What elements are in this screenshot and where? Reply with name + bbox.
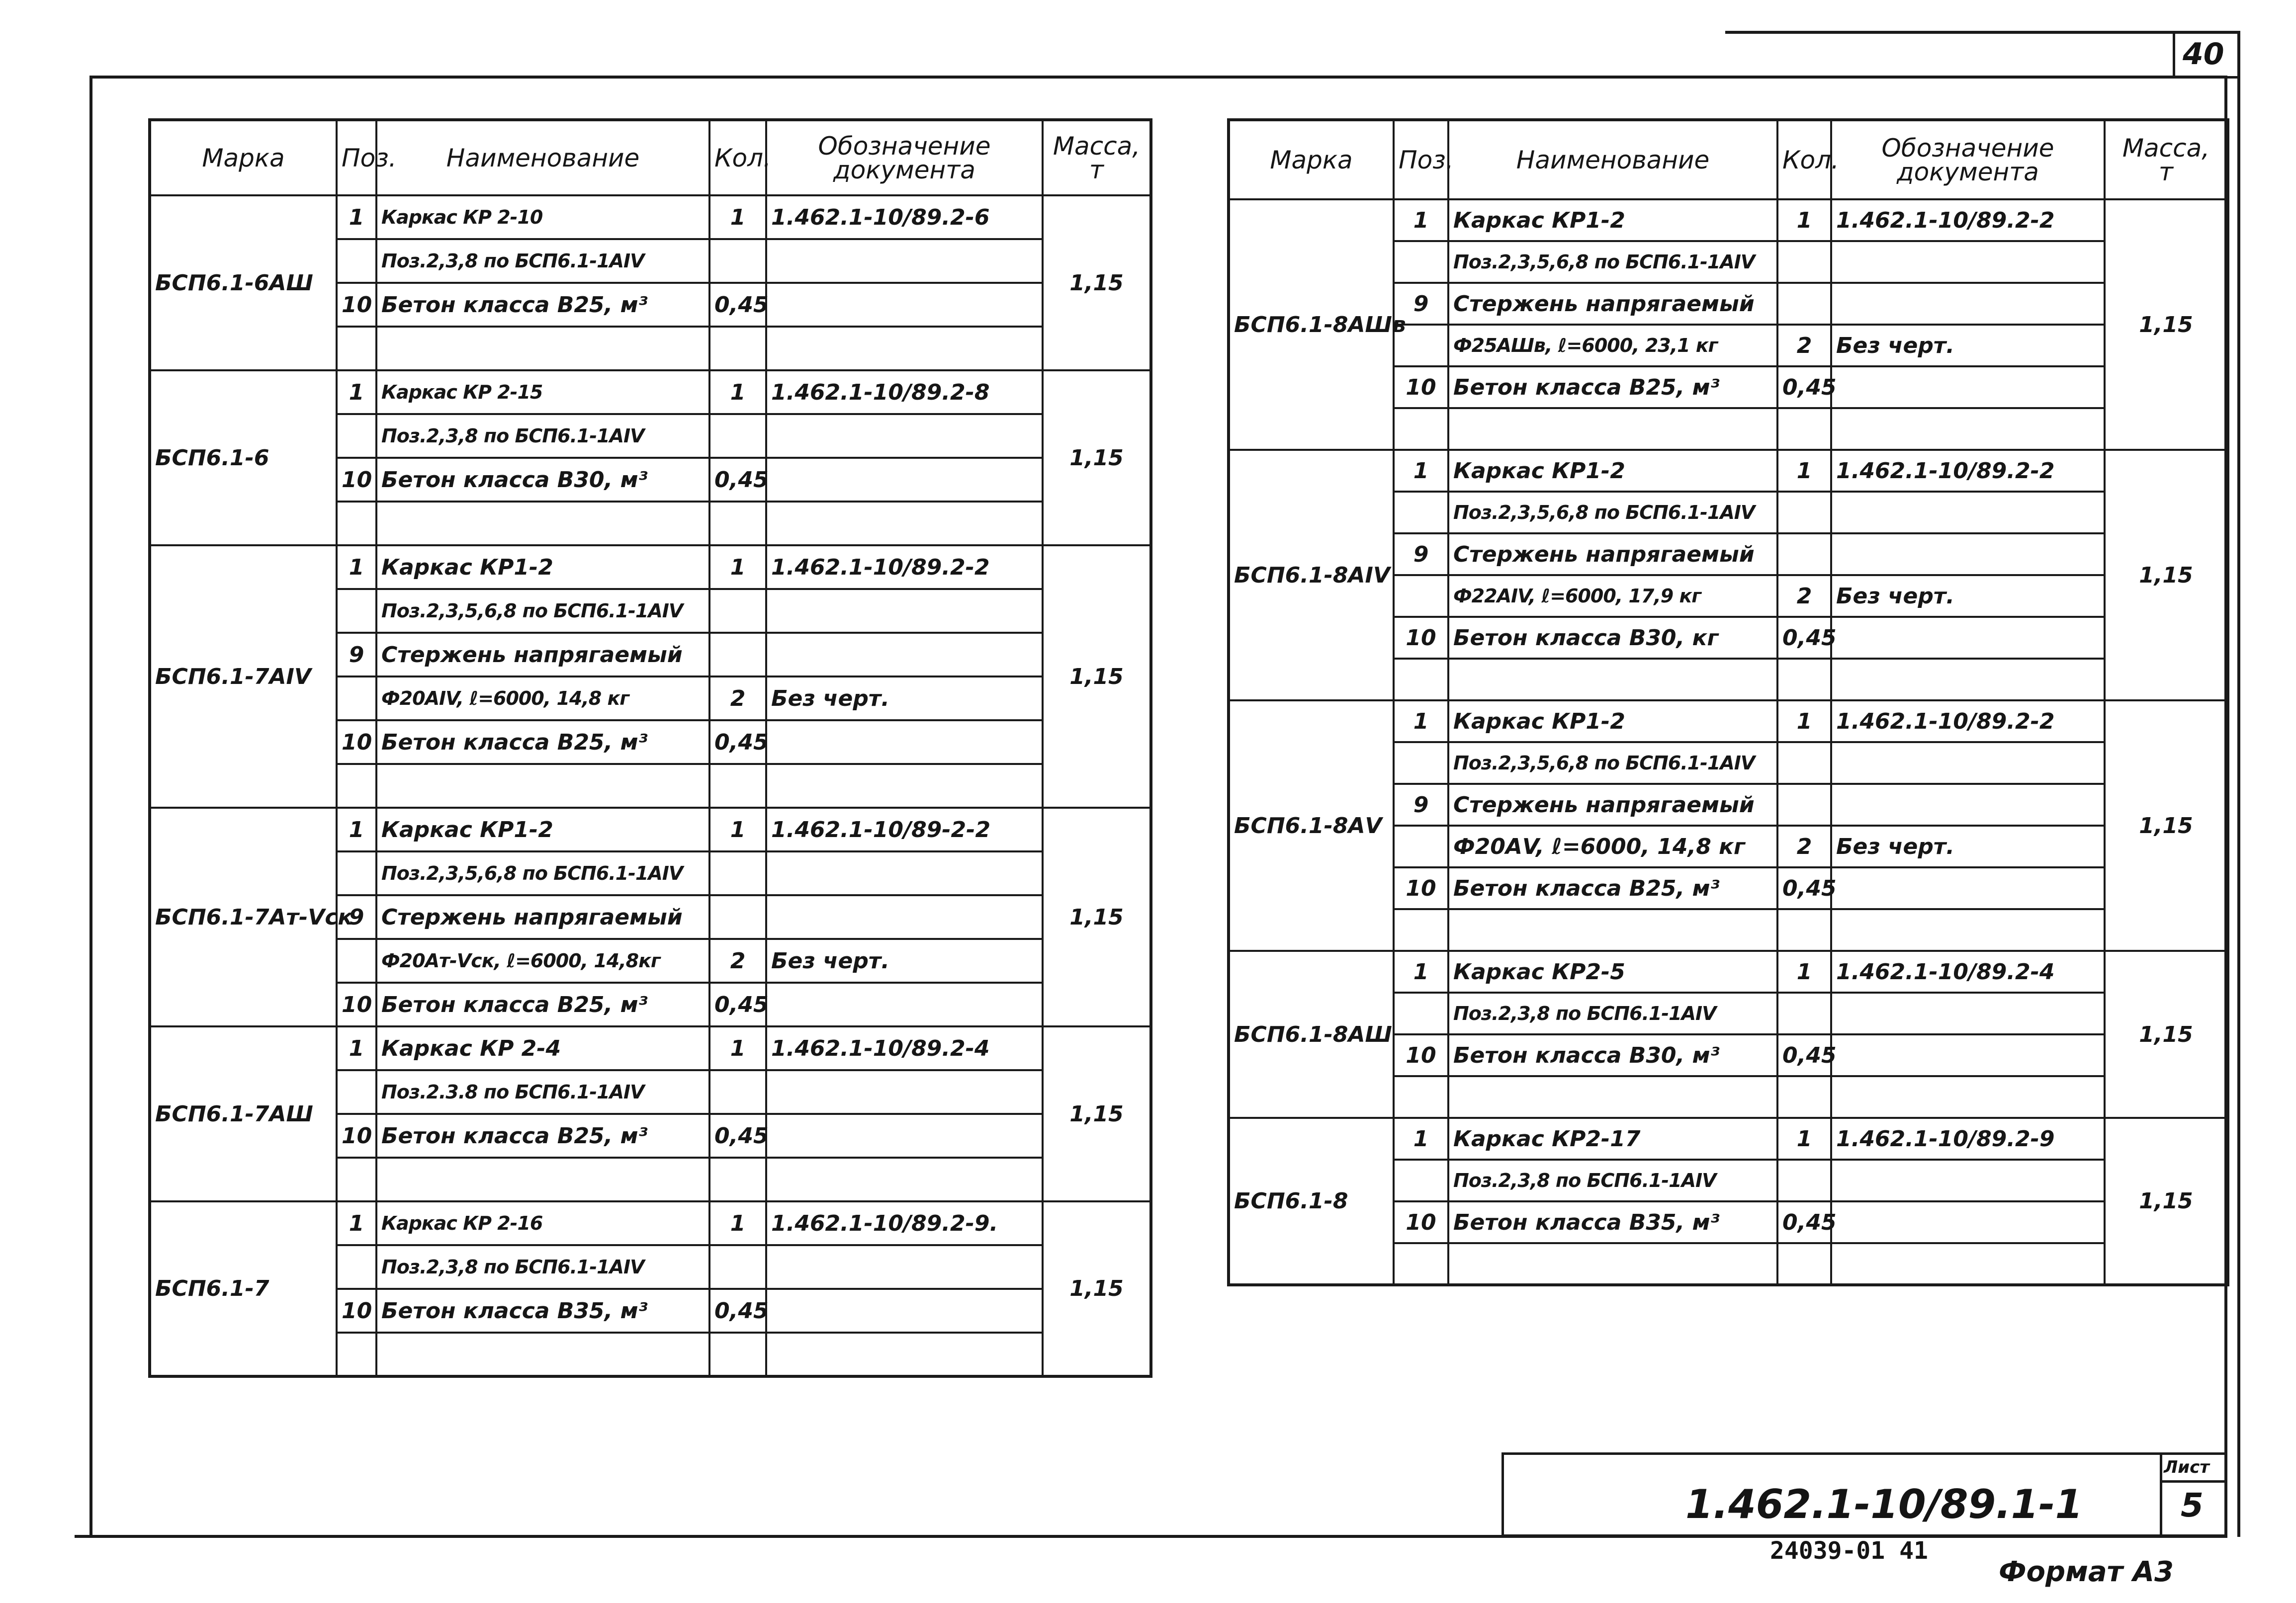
qty-cell: 0,45 xyxy=(709,1114,766,1158)
doc-cell xyxy=(1831,659,2105,700)
name-cell: Бетон класса В25, м³ xyxy=(1448,366,1777,408)
mass-cell: 1,15 xyxy=(1043,1026,1151,1201)
qty-cell: 0,45 xyxy=(1777,366,1831,408)
name-cell: Поз.2,3,8 по БСП6.1-1АIV xyxy=(376,239,709,283)
pos-cell xyxy=(1394,492,1448,533)
pos-cell xyxy=(1394,742,1448,784)
pos-cell: 9 xyxy=(1394,533,1448,575)
name-cell: Каркас КР 2-16 xyxy=(376,1201,709,1245)
qty-cell xyxy=(709,502,766,545)
qty-cell xyxy=(709,895,766,939)
pos-cell: 9 xyxy=(1394,784,1448,826)
pos-cell: 10 xyxy=(1394,1034,1448,1076)
qty-cell: 2 xyxy=(709,939,766,983)
table-row xyxy=(150,370,1151,414)
mark-cell: БСП6.1-8АШ xyxy=(1229,951,1394,1118)
qty-cell: 1 xyxy=(1777,700,1831,742)
mark-cell: БСП6.1-8 xyxy=(1229,1118,1394,1285)
qty-cell: 1 xyxy=(709,1201,766,1245)
qty-cell xyxy=(1777,492,1831,533)
doc-cell: 1.462.1-10/89.2-4 xyxy=(766,1026,1043,1070)
doc-cell xyxy=(1831,366,2105,408)
table-row xyxy=(1229,700,2228,742)
doc-cell: Без черт. xyxy=(1831,575,2105,617)
frame-left-line xyxy=(89,76,92,1537)
pos-cell: 1 xyxy=(1394,700,1448,742)
name-cell xyxy=(376,327,709,370)
doc-cell xyxy=(766,633,1043,676)
mark-cell: БСП6.1-7Ат-Vск xyxy=(150,808,337,1026)
doc-cell xyxy=(1831,784,2105,826)
name-cell: Бетон класса В25, м³ xyxy=(376,720,709,764)
pos-cell xyxy=(1394,993,1448,1034)
header-doc-line2: документа xyxy=(1897,157,2039,186)
pos-cell xyxy=(337,939,376,983)
sheet-number: 5 xyxy=(2181,1486,2204,1524)
doc-cell xyxy=(1831,492,2105,533)
header-name: Наименование xyxy=(376,120,709,195)
mass-cell: 1,15 xyxy=(1043,545,1151,808)
header-pos: Поз. xyxy=(337,120,376,195)
qty-cell: 1 xyxy=(709,195,766,239)
name-cell: Бетон класса В30, м³ xyxy=(376,458,709,502)
qty-cell: 2 xyxy=(709,676,766,720)
qty-cell xyxy=(1777,993,1831,1034)
name-cell: Каркас КР2-17 xyxy=(1448,1118,1777,1160)
qty-cell: 1 xyxy=(709,808,766,851)
header-doc-line1: Обозначение xyxy=(818,131,991,161)
qty-cell: 1 xyxy=(709,1026,766,1070)
pos-cell: 1 xyxy=(1394,199,1448,241)
header-mass-line2: т xyxy=(1089,155,1104,184)
pos-cell xyxy=(337,1333,376,1376)
name-cell: Поз.2.3.8 по БСП6.1-1АIV xyxy=(376,1070,709,1114)
doc-cell xyxy=(766,283,1043,327)
pos-cell: 1 xyxy=(337,808,376,851)
qty-cell: 2 xyxy=(1777,325,1831,366)
qty-cell: 1 xyxy=(1777,1118,1831,1160)
doc-cell xyxy=(766,458,1043,502)
pos-cell xyxy=(1394,408,1448,450)
header-marka: Марка xyxy=(150,120,337,195)
doc-cell: Без черт. xyxy=(766,939,1043,983)
doc-cell xyxy=(1831,241,2105,283)
pos-cell: 9 xyxy=(337,895,376,939)
mass-cell: 1,15 xyxy=(2105,199,2228,450)
page-number: 40 xyxy=(2183,37,2224,72)
name-cell: Бетон класса В30, кг xyxy=(1448,617,1777,659)
name-cell: Бетон класса В25, м³ xyxy=(376,283,709,327)
pos-cell: 10 xyxy=(337,720,376,764)
mass-cell: 1,15 xyxy=(1043,370,1151,545)
qty-cell xyxy=(709,327,766,370)
header-mass-line1: Масса, xyxy=(1053,131,1141,161)
qty-cell xyxy=(709,1333,766,1376)
qty-cell xyxy=(709,589,766,633)
doc-cell xyxy=(766,851,1043,895)
left-header-row xyxy=(150,120,1151,195)
qty-cell: 0,45 xyxy=(709,458,766,502)
qty-cell: 1 xyxy=(1777,450,1831,492)
doc-cell xyxy=(1831,617,2105,659)
qty-cell xyxy=(709,1070,766,1114)
pos-cell: 10 xyxy=(1394,1201,1448,1243)
mark-cell: БСП6.1-8АV xyxy=(1229,700,1394,951)
name-cell: Поз.2,3,8 по БСП6.1-1АIV xyxy=(376,414,709,458)
qty-cell xyxy=(709,239,766,283)
qty-cell xyxy=(709,1245,766,1289)
qty-cell xyxy=(1777,659,1831,700)
name-cell: Бетон класса В25, м³ xyxy=(376,1114,709,1158)
name-cell: Бетон класса В35, м³ xyxy=(1448,1201,1777,1243)
name-cell: Бетон класса В25, м³ xyxy=(376,983,709,1026)
name-cell xyxy=(1448,1243,1777,1285)
qty-cell xyxy=(709,414,766,458)
table-row xyxy=(1229,1118,2228,1160)
name-cell: Стержень напрягаемый xyxy=(376,895,709,939)
doc-cell xyxy=(766,764,1043,808)
qty-cell xyxy=(709,1158,766,1201)
pos-cell: 1 xyxy=(337,195,376,239)
mark-cell: БСП6.1-7АIV xyxy=(150,545,337,808)
mark-cell: БСП6.1-7 xyxy=(150,1201,337,1376)
drawing-code: 1.462.1-10/89.1-1 xyxy=(1685,1481,2083,1527)
pos-cell xyxy=(1394,241,1448,283)
name-cell xyxy=(1448,909,1777,951)
doc-cell xyxy=(766,895,1043,939)
qty-cell: 0,45 xyxy=(1777,617,1831,659)
mark-cell: БСП6.1-7АШ xyxy=(150,1026,337,1201)
doc-cell xyxy=(1831,1160,2105,1201)
title-sheet-divider xyxy=(2160,1452,2162,1537)
doc-cell xyxy=(766,720,1043,764)
sheet-label: Лист xyxy=(2164,1457,2209,1477)
right-table-body xyxy=(1229,199,2228,1285)
doc-cell xyxy=(1831,1034,2105,1076)
pos-cell: 10 xyxy=(337,283,376,327)
mass-cell: 1,15 xyxy=(2105,450,2228,700)
doc-cell xyxy=(766,1158,1043,1201)
doc-cell xyxy=(766,414,1043,458)
header-mass xyxy=(1043,120,1151,195)
pos-cell xyxy=(1394,575,1448,617)
name-cell xyxy=(376,1333,709,1376)
name-cell: Каркас КР2-5 xyxy=(1448,951,1777,993)
name-cell: Поз.2,3,5,6,8 по БСП6.1-1АIV xyxy=(376,589,709,633)
name-cell xyxy=(376,1158,709,1201)
doc-cell: 1.462.1-10/89.2-8 xyxy=(766,370,1043,414)
doc-cell xyxy=(1831,1076,2105,1118)
name-cell xyxy=(376,764,709,808)
qty-cell: 0,45 xyxy=(709,1289,766,1333)
pos-cell: 9 xyxy=(337,633,376,676)
name-cell: Бетон класса В30, м³ xyxy=(1448,1034,1777,1076)
qty-cell xyxy=(1777,742,1831,784)
pos-cell xyxy=(337,589,376,633)
pos-cell xyxy=(1394,659,1448,700)
qty-cell xyxy=(1777,784,1831,826)
doc-cell xyxy=(766,327,1043,370)
qty-cell: 1 xyxy=(1777,199,1831,241)
mass-cell: 1,15 xyxy=(2105,700,2228,951)
mark-cell: БСП6.1-6АШ xyxy=(150,195,337,370)
mark-cell: БСП6.1-8АШв xyxy=(1229,199,1394,450)
table-row xyxy=(1229,199,2228,241)
pos-cell xyxy=(337,764,376,808)
pos-cell xyxy=(337,851,376,895)
header-doc-line2: документа xyxy=(833,155,975,184)
doc-cell xyxy=(766,1114,1043,1158)
pos-cell xyxy=(337,1158,376,1201)
header-mass-line2: т xyxy=(2158,157,2174,186)
frame-right-outer-line xyxy=(2237,31,2240,1537)
pos-cell xyxy=(337,1070,376,1114)
mass-cell: 1,15 xyxy=(1043,808,1151,1026)
qty-cell xyxy=(709,633,766,676)
name-cell: Поз.2,3,5,6,8 по БСП6.1-1АIV xyxy=(1448,742,1777,784)
doc-cell: 1.462.1-10/89.2-9. xyxy=(766,1201,1043,1245)
pos-cell xyxy=(337,502,376,545)
inventory-number: 24039-01 41 xyxy=(1770,1537,1928,1565)
doc-cell xyxy=(1831,742,2105,784)
header-marka: Марка xyxy=(1229,120,1394,199)
header-name: Наименование xyxy=(1448,120,1777,199)
qty-cell xyxy=(1777,909,1831,951)
doc-cell: 1.462.1-10/89.2-9 xyxy=(1831,1118,2105,1160)
mark-cell: БСП6.1-8АIV xyxy=(1229,450,1394,700)
mass-cell: 1,15 xyxy=(2105,1118,2228,1285)
name-cell: Ф20АV, ℓ=6000, 14,8 кг xyxy=(1448,826,1777,867)
left-spec-table xyxy=(148,118,1152,1378)
qty-cell: 0,45 xyxy=(1777,1201,1831,1243)
name-cell: Стержень напрягаемый xyxy=(1448,283,1777,325)
qty-cell xyxy=(1777,533,1831,575)
pos-cell: 10 xyxy=(1394,366,1448,408)
doc-cell: Без черт. xyxy=(766,676,1043,720)
doc-cell xyxy=(1831,283,2105,325)
doc-cell: Без черт. xyxy=(1831,826,2105,867)
mass-cell: 1,15 xyxy=(2105,951,2228,1118)
left-table-body xyxy=(150,195,1151,1376)
pos-cell xyxy=(1394,1076,1448,1118)
table-row xyxy=(150,195,1151,239)
pos-cell: 10 xyxy=(337,983,376,1026)
doc-cell xyxy=(766,1289,1043,1333)
header-doc xyxy=(1831,120,2105,199)
name-cell xyxy=(1448,408,1777,450)
name-cell: Поз.2,3,5,6,8 по БСП6.1-1АIV xyxy=(1448,241,1777,283)
name-cell: Стержень напрягаемый xyxy=(1448,533,1777,575)
right-spec-table xyxy=(1227,118,2229,1286)
name-cell: Ф20Ат-Vск, ℓ=6000, 14,8кг xyxy=(376,939,709,983)
qty-cell: 1 xyxy=(1777,951,1831,993)
qty-cell: 0,45 xyxy=(709,720,766,764)
qty-cell xyxy=(709,764,766,808)
name-cell: Каркас КР1-2 xyxy=(376,545,709,589)
frame-top-line xyxy=(89,76,2227,79)
name-cell: Бетон класса В25, м³ xyxy=(1448,867,1777,909)
header-qty: Кол. xyxy=(1777,120,1831,199)
header-pos: Поз. xyxy=(1394,120,1448,199)
name-cell: Стержень напрягаемый xyxy=(376,633,709,676)
header-doc xyxy=(766,120,1043,195)
pos-cell: 1 xyxy=(337,545,376,589)
name-cell xyxy=(1448,1076,1777,1118)
table-row xyxy=(150,808,1151,851)
pos-cell xyxy=(1394,1243,1448,1285)
doc-cell xyxy=(1831,867,2105,909)
qty-cell: 0,45 xyxy=(1777,1034,1831,1076)
header-qty: Кол. xyxy=(709,120,766,195)
pos-cell: 1 xyxy=(1394,951,1448,993)
pos-cell: 9 xyxy=(1394,283,1448,325)
name-cell xyxy=(1448,659,1777,700)
mass-cell: 1,15 xyxy=(1043,195,1151,370)
doc-cell: 1.462.1-10/89.2-2 xyxy=(1831,700,2105,742)
pos-cell xyxy=(1394,1160,1448,1201)
format-label: Формат А3 xyxy=(1999,1556,2174,1588)
doc-cell xyxy=(1831,533,2105,575)
doc-cell xyxy=(1831,993,2105,1034)
pos-cell xyxy=(337,676,376,720)
pos-cell: 10 xyxy=(337,1114,376,1158)
name-cell: Каркас КР1-2 xyxy=(1448,700,1777,742)
pos-cell: 1 xyxy=(337,1201,376,1245)
name-cell: Каркас КР1-2 xyxy=(376,808,709,851)
pos-cell xyxy=(1394,909,1448,951)
pos-cell xyxy=(337,414,376,458)
doc-cell: 1.462.1-10/89.2-4 xyxy=(1831,951,2105,993)
doc-cell xyxy=(766,1070,1043,1114)
name-cell: Каркас КР1-2 xyxy=(1448,199,1777,241)
qty-cell xyxy=(709,851,766,895)
mass-cell: 1,15 xyxy=(1043,1201,1151,1376)
name-cell: Каркас КР 2-4 xyxy=(376,1026,709,1070)
doc-cell xyxy=(766,502,1043,545)
qty-cell xyxy=(1777,408,1831,450)
table-row xyxy=(1229,951,2228,993)
pos-cell xyxy=(337,239,376,283)
name-cell: Поз.2,3,5,6,8 по БСП6.1-1АIV xyxy=(376,851,709,895)
name-cell: Поз.2,3,8 по БСП6.1-1АIV xyxy=(1448,1160,1777,1201)
doc-cell xyxy=(1831,1201,2105,1243)
pos-cell: 1 xyxy=(1394,450,1448,492)
pos-cell: 10 xyxy=(337,458,376,502)
pos-cell: 1 xyxy=(337,370,376,414)
pos-cell: 1 xyxy=(337,1026,376,1070)
doc-cell xyxy=(1831,1243,2105,1285)
qty-cell: 0,45 xyxy=(709,983,766,1026)
doc-cell xyxy=(766,1245,1043,1289)
header-mass xyxy=(2105,120,2228,199)
qty-cell: 2 xyxy=(1777,575,1831,617)
header-mass-line1: Масса, xyxy=(2122,133,2210,163)
doc-cell xyxy=(766,983,1043,1026)
doc-cell: 1.462.1-10/89.2-2 xyxy=(1831,199,2105,241)
qty-cell xyxy=(1777,283,1831,325)
qty-cell: 0,45 xyxy=(709,283,766,327)
right-header-row xyxy=(1229,120,2228,199)
doc-cell: Без черт. xyxy=(1831,325,2105,366)
name-cell xyxy=(376,502,709,545)
qty-cell xyxy=(1777,1243,1831,1285)
name-cell: Бетон класса В35, м³ xyxy=(376,1289,709,1333)
qty-cell: 0,45 xyxy=(1777,867,1831,909)
qty-cell xyxy=(1777,1076,1831,1118)
qty-cell xyxy=(1777,1160,1831,1201)
table-row xyxy=(1229,450,2228,492)
doc-cell: 1.462.1-10/89.2-6 xyxy=(766,195,1043,239)
table-row xyxy=(150,545,1151,589)
pos-cell xyxy=(337,327,376,370)
name-cell: Поз.2,3,5,6,8 по БСП6.1-1АIV xyxy=(1448,492,1777,533)
pos-cell: 10 xyxy=(1394,867,1448,909)
top-right-stub-line xyxy=(1725,31,2237,34)
doc-cell: 1.462.1-10/89.2-2 xyxy=(1831,450,2105,492)
pos-cell: 10 xyxy=(1394,617,1448,659)
name-cell: Каркас КР 2-10 xyxy=(376,195,709,239)
qty-cell xyxy=(1777,241,1831,283)
doc-cell: 1.462.1-10/89-2-2 xyxy=(766,808,1043,851)
table-row xyxy=(150,1026,1151,1070)
doc-cell xyxy=(766,239,1043,283)
pos-cell: 1 xyxy=(1394,1118,1448,1160)
doc-cell xyxy=(766,1333,1043,1376)
name-cell: Стержень напрягаемый xyxy=(1448,784,1777,826)
header-doc-line1: Обозначение xyxy=(1881,133,2054,163)
doc-cell xyxy=(1831,408,2105,450)
qty-cell: 1 xyxy=(709,370,766,414)
name-cell: Поз.2,3,8 по БСП6.1-1АIV xyxy=(1448,993,1777,1034)
qty-cell: 2 xyxy=(1777,826,1831,867)
name-cell: Каркас КР 2-15 xyxy=(376,370,709,414)
name-cell: Ф25АШв, ℓ=6000, 23,1 кг xyxy=(1448,325,1777,366)
mark-cell: БСП6.1-6 xyxy=(150,370,337,545)
qty-cell: 1 xyxy=(709,545,766,589)
pos-cell xyxy=(1394,826,1448,867)
name-cell: Поз.2,3,8 по БСП6.1-1АIV xyxy=(376,1245,709,1289)
title-sheet-label-line xyxy=(2160,1480,2227,1483)
table-row xyxy=(150,1201,1151,1245)
name-cell: Ф20АIV, ℓ=6000, 14,8 кг xyxy=(376,676,709,720)
pos-cell xyxy=(337,1245,376,1289)
pos-cell: 10 xyxy=(337,1289,376,1333)
doc-cell: 1.462.1-10/89.2-2 xyxy=(766,545,1043,589)
name-cell: Каркас КР1-2 xyxy=(1448,450,1777,492)
name-cell: Ф22АIV, ℓ=6000, 17,9 кг xyxy=(1448,575,1777,617)
doc-cell xyxy=(766,589,1043,633)
doc-cell xyxy=(1831,909,2105,951)
